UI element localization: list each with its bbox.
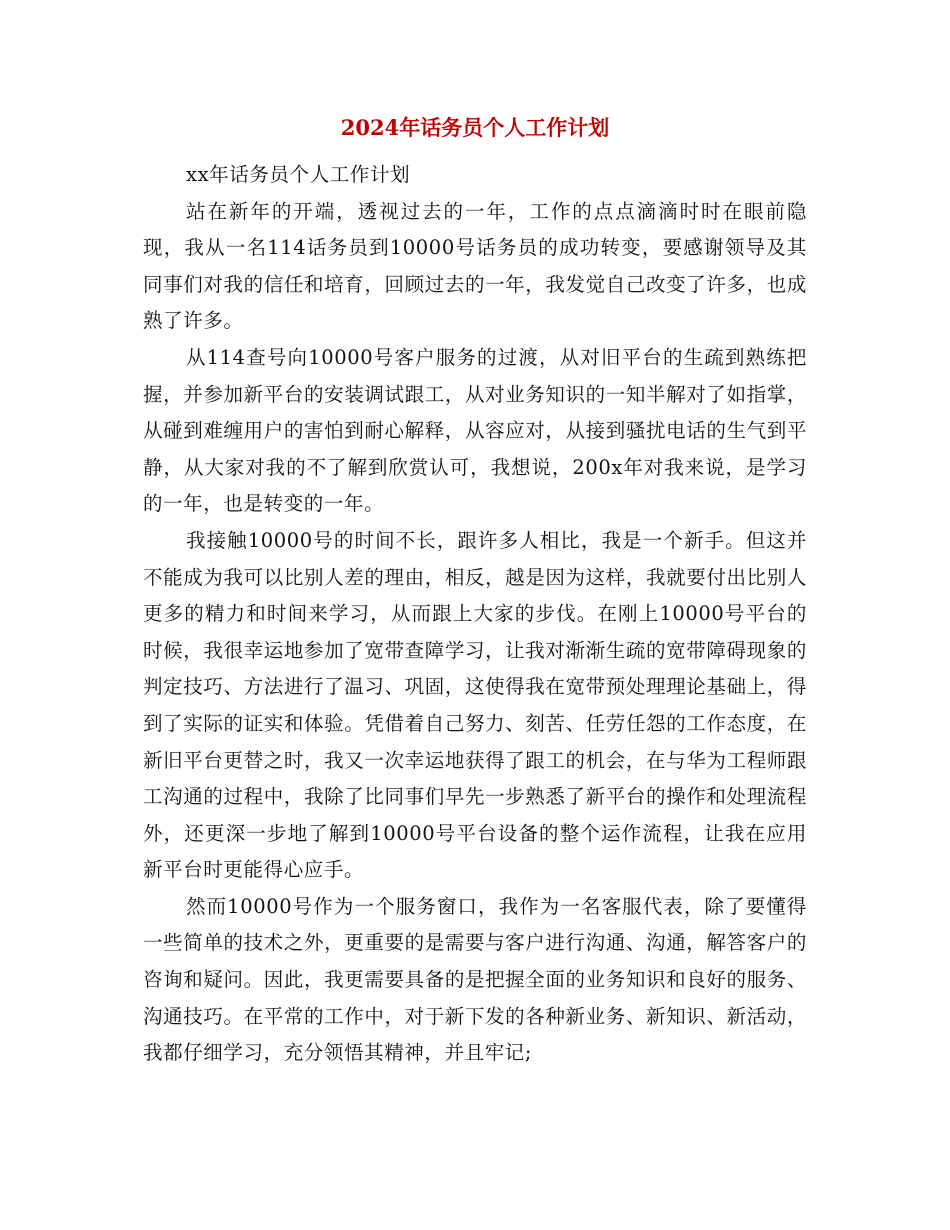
document-subtitle: xx年话务员个人工作计划 [186, 163, 411, 186]
paragraph-2: 从114查号向10000号客户服务的过渡，从对旧平台的生疏到熟练把握，并参加新平台的安装调试跟工，从对业务知识的一知半解对了如指掌，从碰到难缠用户的害怕到耐心解释，从容应对，从接到骚扰电话的生气到平静，从大家对我的不了解到欣赏认可，我想说，200x年对我来说，是学习的一年，也是转变的一年。 [143, 345, 807, 516]
paragraph-3: 我接触10000号的时间不长，跟许多人相比，我是一个新手。但这并不能成为我可以比别人差的理由，相反，越是因为这样，我就要付出比别人更多的精力和时间来学习，从而跟上大家的步伐。在刚上10000号平台的时候，我很幸运地参加了宽带查障学习，让我对渐渐生疏的宽带障碍现象的判定技巧、方法进行了温习、巩固，这使得我在宽带预处理理论基础上，得到了实际的证实和体验。凭借着自己努力、刻苦、任劳任怨的工作态度，在新旧平台更替之时，我又一次幸运地获得了跟工的机会，在与华为工程师跟工沟通的过程中，我除了比同事们早先一步熟悉了新平台的操作和处理流程外，还更深一步地了解到10000号平台设备的整个运作流程，让我在应用新平台时更能得心应手。 [143, 528, 807, 882]
document-title: 2024年话务员个人工作计划 [340, 115, 610, 140]
document-body [143, 157, 807, 1072]
paragraph-4: 然而10000号作为一个服务窗口，我作为一名客服代表，除了要懂得一些简单的技术之外，更重要的是需要与客户进行沟通、沟通，解答客户的咨询和疑问。因此，我更需要具备的是把握全面的业务知识和良好的服务、沟通技巧。在平常的工作中，对于新下发的各种新业务、新知识、新活动，我都仔细学习，充分领悟其精神，并且牢记; [143, 894, 807, 1065]
paragraph-1: 站在新年的开端，透视过去的一年，工作的点点滴滴时时在眼前隐现，我从一名114话务员到10000号话务员的成功转变，要感谢领导及其同事们对我的信任和培育，回顾过去的一年，我发觉自己改变了许多，也成熟了许多。 [143, 199, 807, 333]
